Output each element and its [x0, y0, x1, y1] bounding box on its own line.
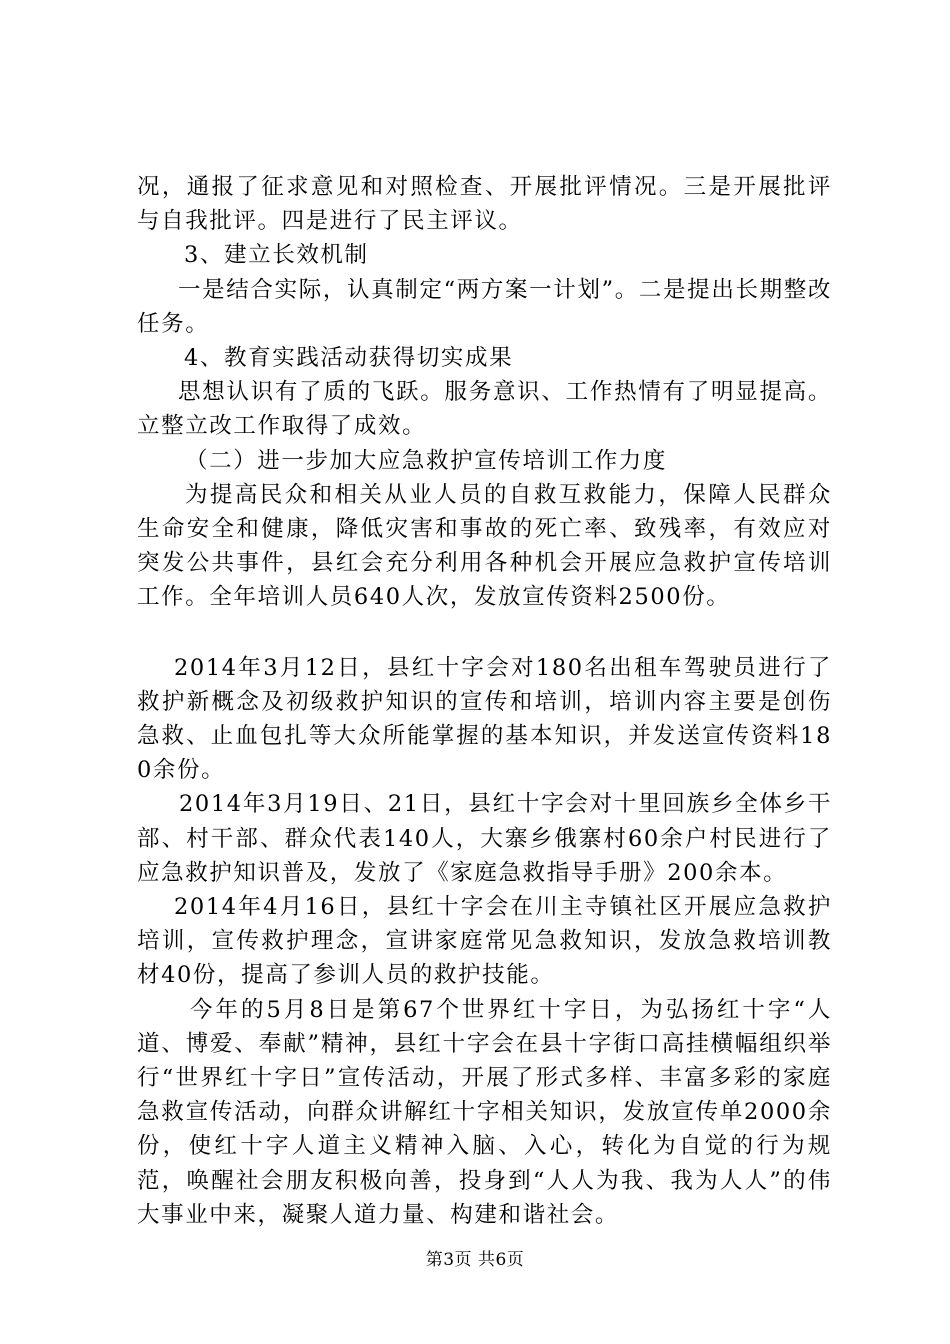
document-body — [137, 170, 832, 1232]
paragraph-gap — [137, 615, 832, 651]
paragraph-results: 思想认识有了质的飞跃。服务意识、工作热情有了明显提高。立整立改工作取得了成效。 — [137, 379, 832, 440]
heading-results: 4、教育实践活动获得切实成果 — [184, 345, 514, 372]
heading-long-term-mechanism: 3、建立长效机制 — [184, 242, 369, 269]
paragraph-training-overview: 为提高民众和相关从业人员的自救互救能力，保障人民群众生命安全和健康，降低灾害和事故的死亡率、致残率，有效应对突发公共事件，县红会充分利用各种机会开展应急救护宣传培训工作。全年培训人员640人次，发放宣传资料2500份。 — [137, 481, 832, 611]
paragraph-march-19: 2014年3月19日、21日，县红十字会对十里回族乡全体乡干部、村干部、群众代表140人，大寨乡俄寨村60余户村民进行了应急救护知识普及，发放了《家庭急救指导手册》200余本。 — [137, 791, 832, 886]
paragraph-continuation: 况，通报了征求意见和对照检查、开展批评情况。三是开展批评与自我批评。四是进行了民主评议。 — [137, 174, 832, 235]
page-number-footer: 第3页 共6页 — [425, 1250, 525, 1270]
paragraph-march-12: 2014年3月12日，县红十字会对180名出租车驾驶员进行了救护新概念及初级救护知识的宣传和培训，培训内容主要是创伤急救、止血包扎等大众所能掌握的基本知识，并发送宣传资料180余份。 — [137, 654, 832, 784]
paragraph-mechanism: 一是结合实际，认真制定“两方案一计划”。二是提出长期整改任务。 — [137, 276, 832, 337]
paragraph-may-8: 今年的5月8日是第67个世界红十字日，为弘扬红十字“人道、博爱、奉献”精神，县红十字会在县十字街口高挂横幅组织举行“世界红十字日”宣传活动，开展了形式多样、丰富多彩的家庭急救宣传活动，向群众讲解红十字相关知识，发放宣传单2000余份，使红十字人道主义精神入脑、入心，转化为自觉的行为规范，唤醒社会朋友积极向善，投身到“人人为我、我为人人”的伟大事业中来，凝聚人道力量、构建和谐社会。 — [137, 996, 832, 1228]
heading-section-two: （二）进一步加大应急救护宣传培训工作力度 — [185, 447, 668, 474]
paragraph-april-16: 2014年4月16日，县红十字会在川主寺镇社区开展应急救护培训，宣传救护理念，宣讲家庭常见急救知识，发放急救培训教材40份，提高了参训人员的救护技能。 — [137, 894, 832, 989]
